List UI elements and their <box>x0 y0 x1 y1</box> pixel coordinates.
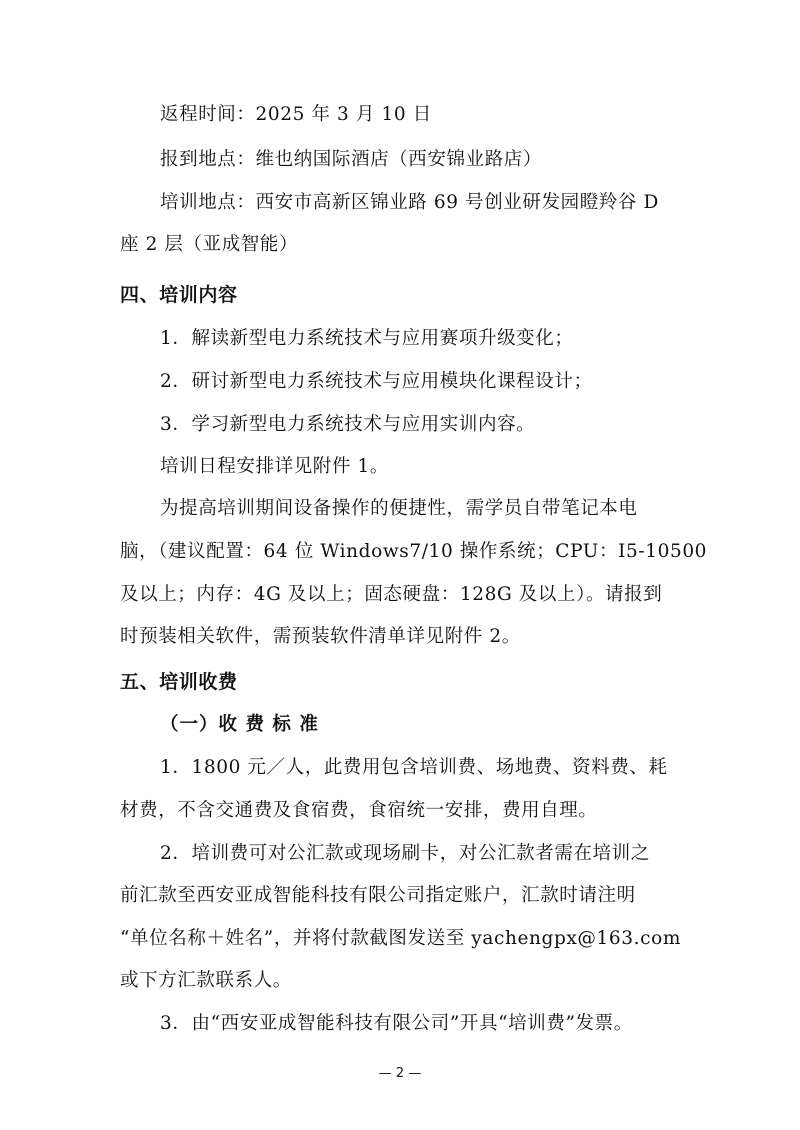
checkin-location: 报到地点：维也纳国际酒店（西安锦业路店） <box>160 149 543 170</box>
section-4-item-2: 2．研讨新型电力系统技术与应用模块化课程设计； <box>160 371 593 392</box>
fee-item-2-line-1: 2．培训费可对公汇款或现场刷卡，对公汇款者需在培训之 <box>160 843 650 864</box>
laptop-line-4: 时预装相关软件，需预装软件清单详见附件 2。 <box>120 626 521 647</box>
fee-item-3: 3．由“西安亚成智能科技有限公司”开具“培训费”发票。 <box>160 1013 633 1034</box>
section-4-item-1: 1．解读新型电力系统技术与应用赛项升级变化； <box>160 328 574 349</box>
training-location-line-1: 培训地点：西安市高新区锦业路 69 号创业研发园瞪羚谷 D <box>160 192 659 213</box>
laptop-line-1: 为提高培训期间设备操作的便捷性，需学员自带笔记本电 <box>160 498 638 519</box>
training-location-line-2: 座 2 层（亚成智能） <box>120 234 299 255</box>
section-4-heading: 四、培训内容 <box>120 284 238 306</box>
fee-item-1-line-1: 1．1800 元／人，此费用包含培训费、场地费、资料费、耗 <box>160 757 668 778</box>
section-5-heading: 五、培训收费 <box>120 671 238 693</box>
schedule-note: 培训日程安排详见附件 1。 <box>160 456 389 477</box>
fee-item-2-line-2: 前汇款至西安亚成智能科技有限公司指定账户，汇款时请注明 <box>120 885 636 906</box>
fee-item-2-line-3: “单位名称＋姓名”，并将付款截图发送至 yachengpx@163.com <box>120 928 681 949</box>
return-time: 返程时间：2025 年 3 月 10 日 <box>160 104 432 125</box>
fee-item-2-line-4: 或下方汇款联系人。 <box>120 970 292 991</box>
laptop-line-3: 及以上；内存：4G 及以上；固态硬盘：128G 及以上）。请报到 <box>120 584 663 605</box>
fee-standard-subheading: （一）收 费 标 准 <box>160 714 319 735</box>
section-4-item-3: 3．学习新型电力系统技术与应用实训内容。 <box>160 414 536 435</box>
page-number: — 2 — <box>378 1066 422 1081</box>
laptop-line-2: 脑，（建议配置：64 位 Windows7/10 操作系统；CPU：I5-10500 <box>120 541 708 562</box>
fee-item-1-line-2: 材费，不含交通费及食宿费，食宿统一安排，费用自理。 <box>120 800 598 821</box>
